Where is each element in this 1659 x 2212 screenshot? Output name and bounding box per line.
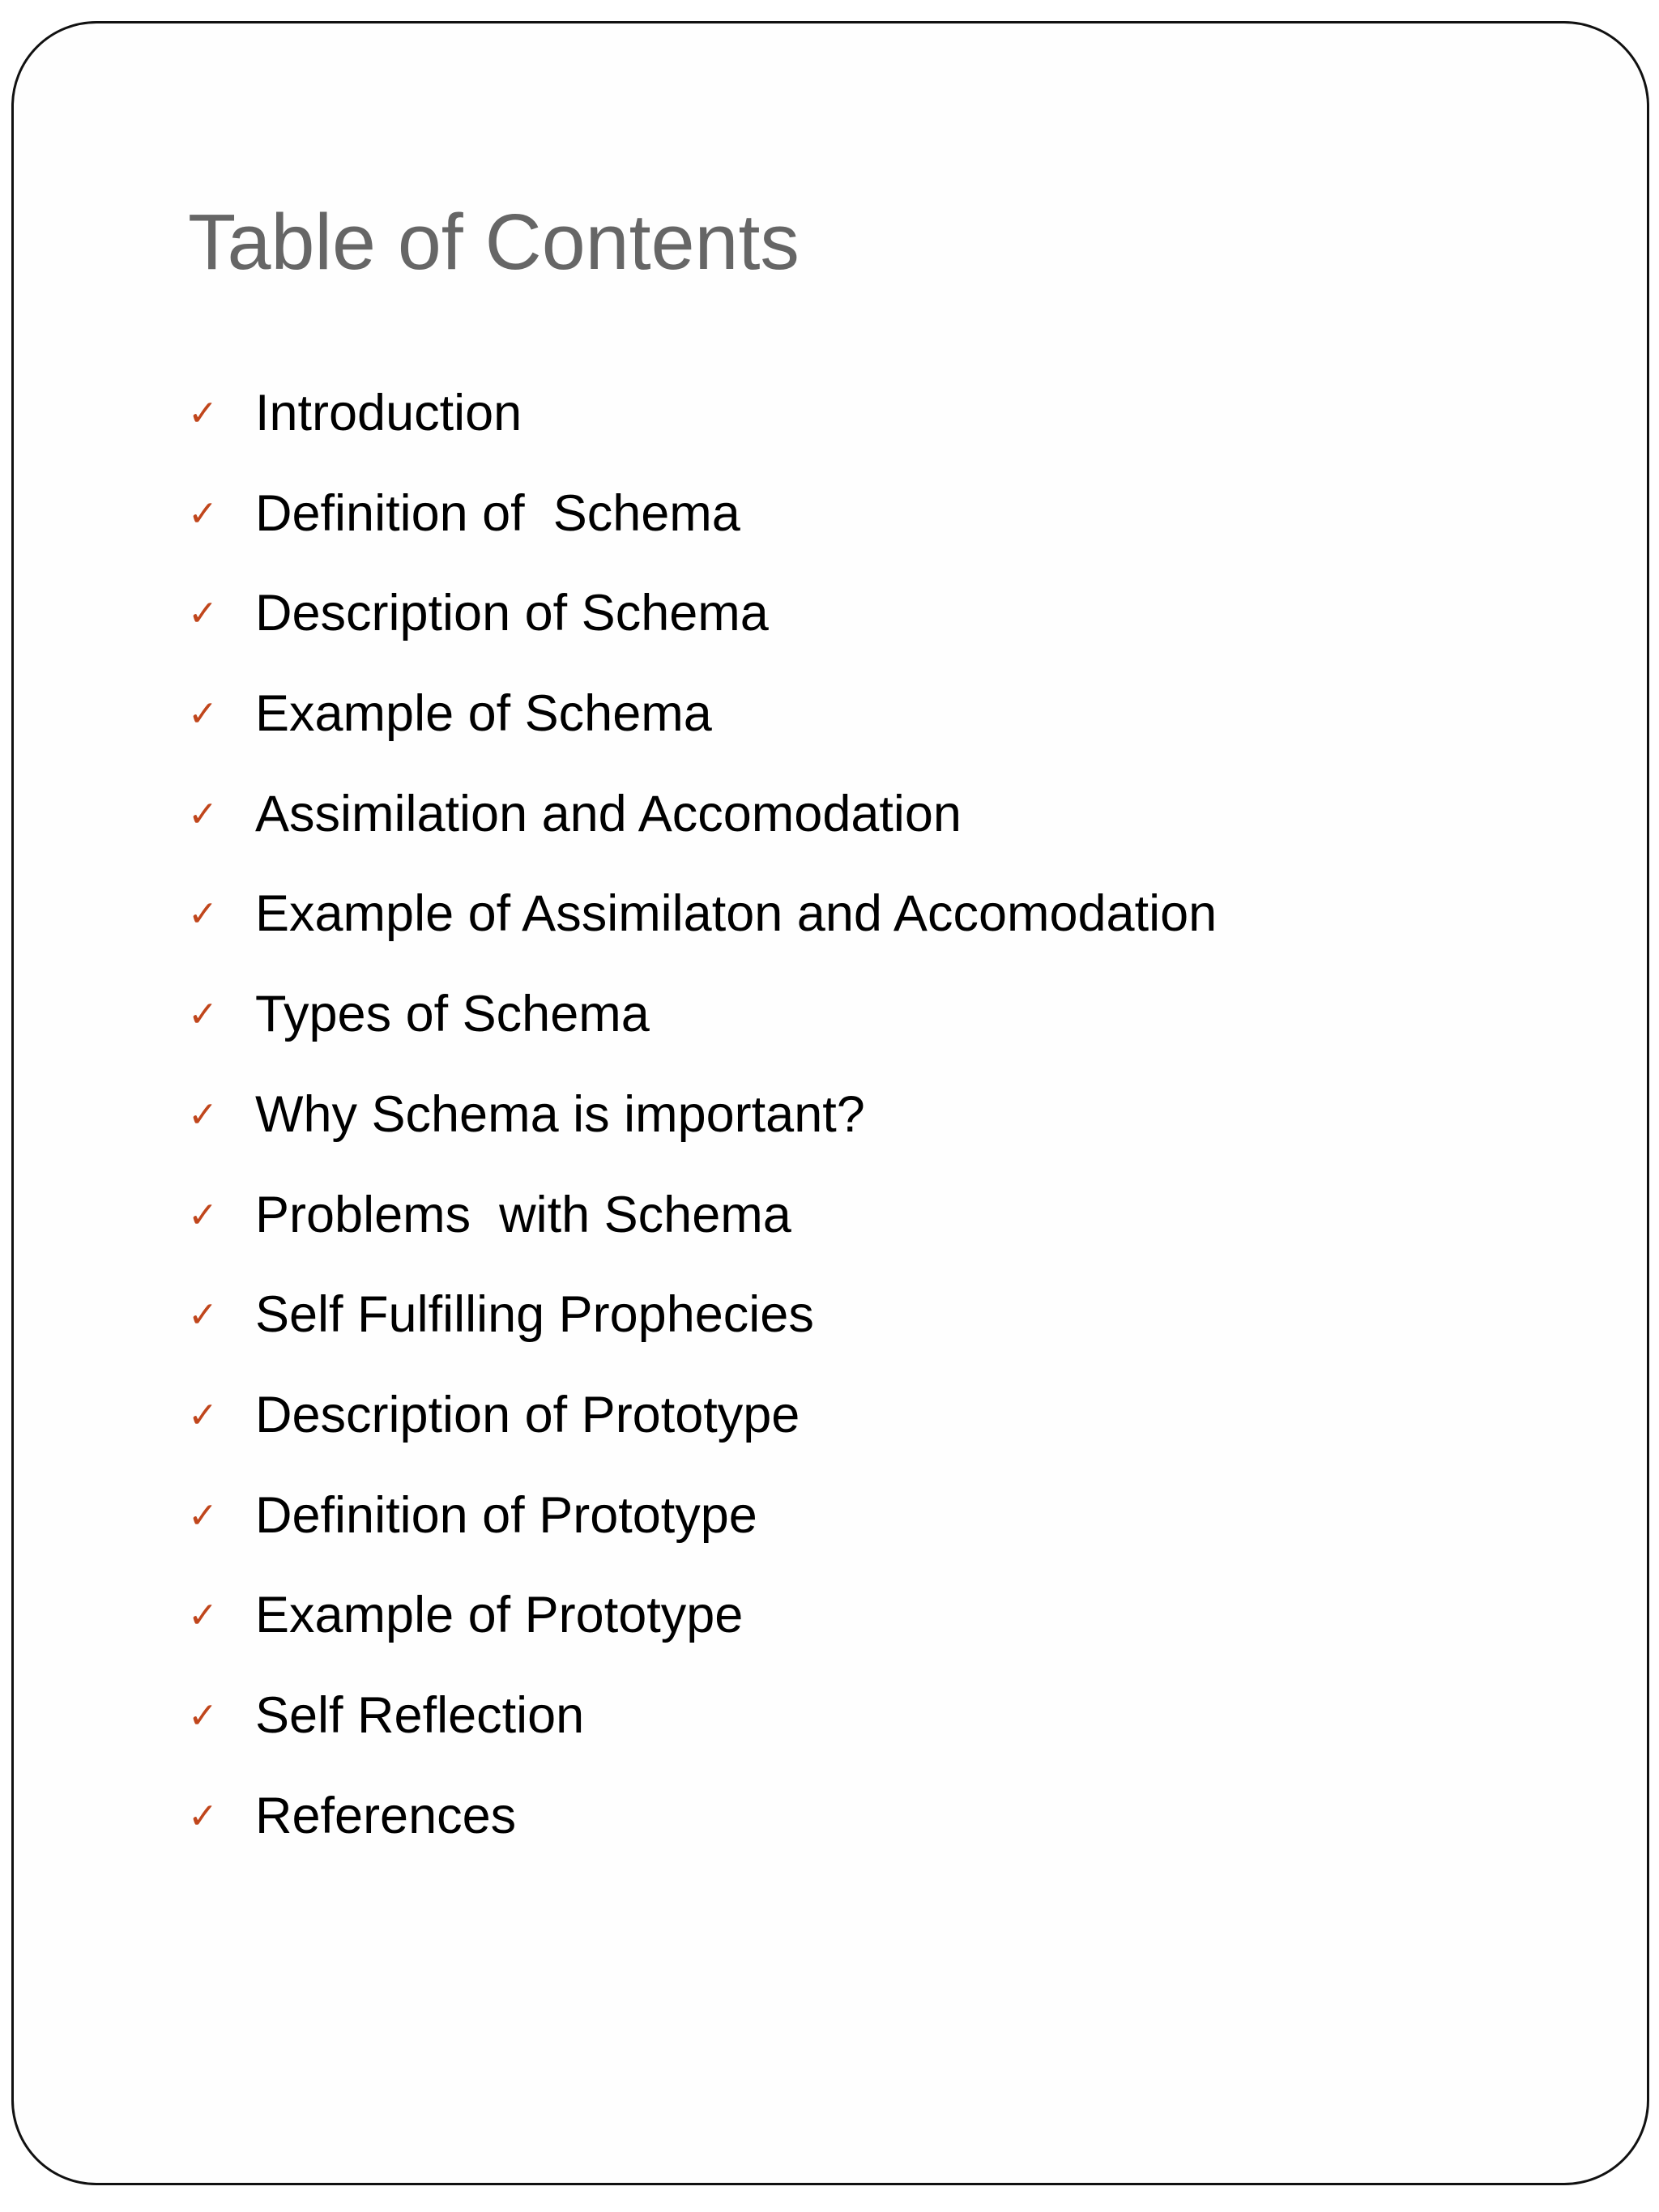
- checkmark-icon: ✓: [188, 995, 218, 1035]
- list-item-label: Description of Schema: [255, 585, 769, 642]
- list-item-label: Example of Schema: [255, 685, 712, 743]
- checkmark-icon: ✓: [188, 1695, 218, 1736]
- checkmark-icon: ✓: [188, 594, 218, 634]
- checkmark-icon: ✓: [188, 1596, 218, 1636]
- checkmark-icon: ✓: [188, 1395, 218, 1435]
- checkmark-icon: ✓: [188, 794, 218, 834]
- list-item-label: Self Fulfilling Prophecies: [255, 1286, 814, 1344]
- list-item-label: Why Schema is important?: [255, 1085, 865, 1143]
- list-item-label: Introduction: [255, 385, 522, 441]
- checkmark-icon: ✓: [188, 1796, 218, 1836]
- checkmark-icon: ✓: [188, 694, 218, 735]
- list-item-label: Self Reflection: [255, 1686, 585, 1744]
- checkmark-icon: ✓: [188, 1495, 218, 1536]
- checkmark-icon: ✓: [188, 1094, 218, 1135]
- page-title: Table of Contents: [188, 198, 800, 286]
- list-item-label: Definition of Schema: [255, 484, 740, 542]
- checkmark-icon: ✓: [188, 493, 218, 534]
- list-item-label: Example of Assimilaton and Accomodation: [255, 885, 1218, 943]
- list-item-label: Description of Prototype: [255, 1386, 800, 1443]
- checkmark-icon: ✓: [188, 894, 218, 935]
- checkmark-icon: ✓: [188, 394, 218, 433]
- checkmark-icon: ✓: [188, 1195, 218, 1235]
- list-item-label: Problems with Schema: [255, 1186, 791, 1243]
- list-item-label: References: [255, 1787, 517, 1844]
- list-item-label: Example of Prototype: [255, 1587, 744, 1644]
- checkmark-icon: ✓: [188, 1295, 218, 1336]
- list-item-label: Definition of Prototype: [255, 1486, 757, 1544]
- list-item-label: Assimilation and Accomodation: [255, 785, 962, 842]
- list-item-label: Types of Schema: [255, 986, 650, 1043]
